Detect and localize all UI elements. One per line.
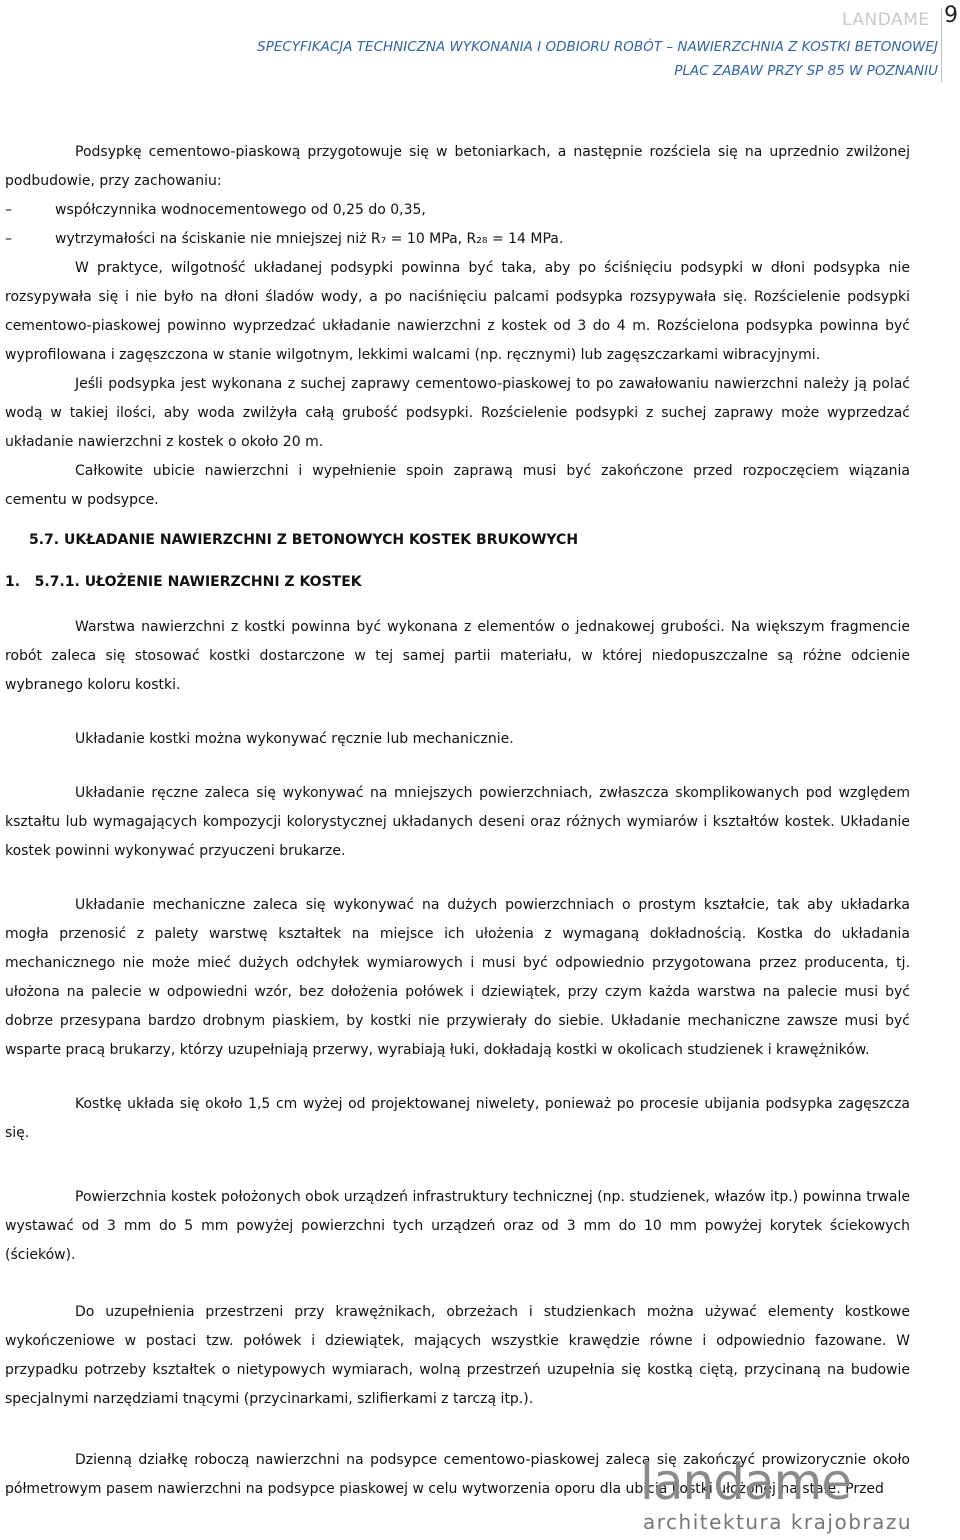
header-brand: LANDAME <box>842 10 930 30</box>
paragraph-1: Podsypkę cementowo-piaskową przygotowuje się w betoniarkach, a następnie rozściela się na uprzednio zwilżonej podbudowie, przy zachowaniu: <box>5 144 910 189</box>
paragraph-4: Całkowite ubicie nawierzchni i wypełnienie spoin zaprawą musi być zakończone przed rozpoczęciem wiązania cementu w podsypce. <box>5 463 910 508</box>
header-title: SPECYFIKACJA TECHNICZNA WYKONANIA I ODBIORU ROBÓT – NAWIERZCHNIA Z KOSTKI BETONOWEJ <box>257 39 938 55</box>
paragraph-11: Do uzupełnienia przestrzeni przy krawężnikach, obrzeżach i studzienkach można używać elementy kostkowe wykończeniowe w postaci tzw. połówek i dziewiątek, mających wszystkie krawędzie równe i odpowiednio fazowane. W przypadku potrzeby kształtek o nietypowych wymiarach, wolną przestrzeń uzupełnia się kostką ciętą, przycinaną na budowie specjalnymi narzędziami tnącymi (przycinarkami, szlifierkami z tarczą itp.). <box>5 1304 910 1407</box>
list-item-text: wytrzymałości na ściskanie nie mniejszej niż R₇ = 10 MPa, R₂₈ = 14 MPa. <box>55 231 564 247</box>
paragraph-8: Układanie mechaniczne zaleca się wykonywać na dużych powierzchniach o prostym kształcie, tak aby układarka mogła przenosić z palety warstwę kształtek na miejsce ich ułożenia z wymaganą dokładnością. Kostka do układania mechanicznego nie może mieć dużych odchyłek wymiarowych i musi być odpowiednio przygotowana przez producenta, tj. ułożona na palecie w odpowiedni wzór, bez dołożenia połówek i dziewiątek, przy czym każda warstwa na palecie musi być dobrze przesypana bardzo drobnym piaskiem, by kostki nie przywierały do siebie. Układanie mechaniczne zawsze musi być wsparte pracą brukarzy, którzy uzupełniają przerwy, wyrabiają łuki, dokładają kostki w okolicach studzienek i krawężników. <box>5 897 910 1058</box>
list-item-text: współczynnika wodnocementowego od 0,25 do 0,35, <box>55 202 426 218</box>
subsection-heading: 1. 5.7.1. UŁOŻENIE NAWIERZCHNI Z KOSTEK <box>5 574 362 590</box>
header-subtitle: PLAC ZABAW PRZY SP 85 W POZNANIU <box>674 63 938 79</box>
paragraph-3: Jeśli podsypka jest wykonana z suchej zaprawy cementowo-piaskowej to po zawałowaniu nawierzchni należy ją polać wodą w takiej ilości, aby woda zwilżyła całą grubość podsypki. Rozścielenie podsypki z suchej zaprawy może wyprzedzać układanie nawierzchni z kostek o około 20 m. <box>5 376 910 450</box>
logo-wordmark: landame <box>640 1453 852 1511</box>
dash-bullet: – <box>5 202 12 218</box>
document-body <box>5 138 910 1504</box>
list-item <box>5 196 910 225</box>
paragraph-7: Układanie ręczne zaleca się wykonywać na mniejszych powierzchniach, zwłaszcza skomplikowanych pod względem kształtu lub wymagających kompozycji kolorystycznej układanych deseni oraz różnych wymiarów i kształtów kostek. Układanie kostek powinni wykonywać przyuczeni brukarze. <box>5 785 910 859</box>
paragraph-2: W praktyce, wilgotność układanej podsypki powinna być taka, aby po ściśnięciu podsypki w dłoni podsypka nie rozsypywała się i nie było na dłoni śladów wody, a po naciśnięciu palcami podsypka rozsypywała się. Rozścielenie podsypki cementowo-piaskowej powinno wyprzedzać układanie nawierzchni z kostek od 3 do 4 m. Rozścielona podsypka powinna być wyprofilowana i zagęszczona w stanie wilgotnym, lekkimi walcami (np. ręcznymi) lub zagęszczarkami wibracyjnymi. <box>5 260 910 363</box>
logo-tagline: architektura krajobrazu <box>643 1510 913 1534</box>
company-logo <box>640 1452 940 1538</box>
page-header <box>0 0 960 90</box>
section-heading: 5.7. UKŁADANIE NAWIERZCHNI Z BETONOWYCH KOSTEK BRUKOWYCH <box>29 532 579 548</box>
paragraph-12: Dzienną działkę roboczą nawierzchni na podsypce cementowo-piaskowej zaleca się zakończyć prowizorycznie około półmetrowym pasem nawierzchni na podsypce piaskowej w celu wytworzenia oporu dla ubicia kostki ułożonej na stałe. Przed <box>5 1452 910 1497</box>
paragraph-10: Powierzchnia kostek położonych obok urządzeń infrastruktury technicznej (np. studzienek, włazów itp.) powinna trwale wystawać od 3 mm do 5 mm powyżej powierzchni tych urządzeń oraz od 3 mm do 10 mm powyżej korytek ściekowych (ścieków). <box>5 1189 910 1263</box>
page-number: 9 <box>944 3 958 28</box>
list-item <box>5 225 910 254</box>
header-divider <box>941 8 942 82</box>
paragraph-6: Układanie kostki można wykonywać ręcznie lub mechanicznie. <box>75 731 514 747</box>
dash-bullet: – <box>5 231 12 247</box>
paragraph-5: Warstwa nawierzchni z kostki powinna być wykonana z elementów o jednakowej grubości. Na większym fragmencie robót zaleca się stosować kostki dostarczone w tej samej partii materiału, w której niedopuszczalne są różne odcienie wybranego koloru kostki. <box>5 619 910 693</box>
paragraph-9: Kostkę układa się około 1,5 cm wyżej od projektowanej niwelety, ponieważ po procesie ubijania podsypka zagęszcza się. <box>5 1096 910 1141</box>
